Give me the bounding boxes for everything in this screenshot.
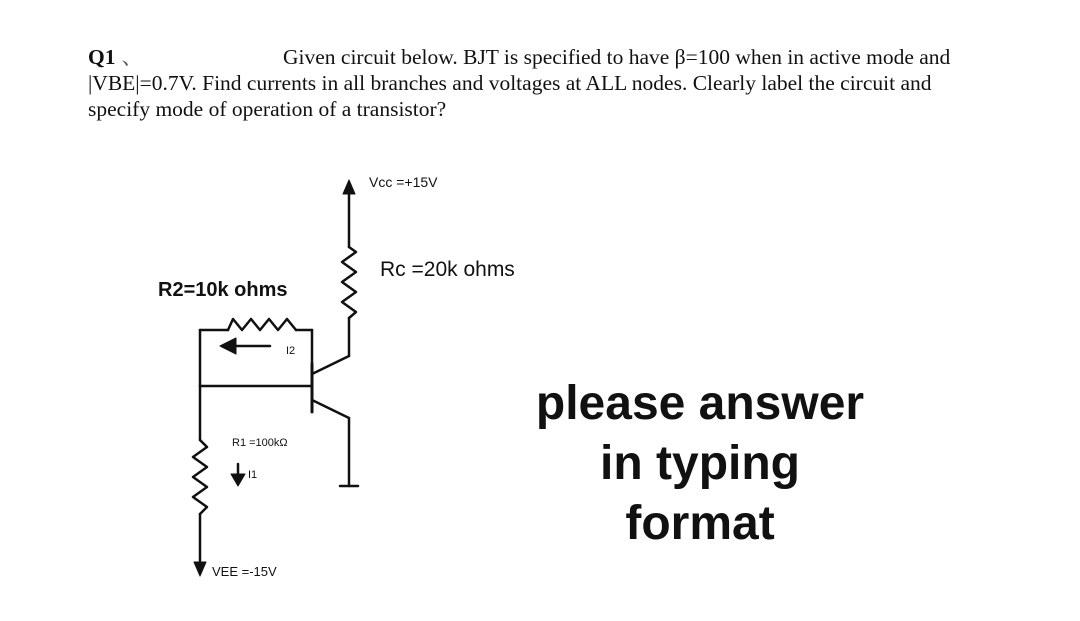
question-label: Q1 xyxy=(88,45,116,69)
bjt-collector-lead xyxy=(312,356,349,374)
vcc-arrow-icon xyxy=(343,180,355,194)
i1-label: I1 xyxy=(248,469,258,481)
question-line-2: |VBE|=0.7V. Find currents in all branches and voltages at ALL nodes. Clearly label the circuit and xyxy=(88,71,932,95)
vee-label: VEE =-15V xyxy=(212,564,277,579)
note-line-1: please answer xyxy=(535,377,865,430)
bjt-emitter-lead xyxy=(312,400,349,418)
rc-label: Rc =20k ohms xyxy=(380,258,515,281)
note-line-2: in typing xyxy=(600,437,800,490)
question-line-1-text: Given circuit below. BJT is specified to have β=100 when in active mode and xyxy=(283,45,951,69)
vee-arrow-icon xyxy=(194,562,206,576)
r2-label: R2=10k ohms xyxy=(158,279,288,301)
vcc-label: Vcc =+15V xyxy=(369,174,438,190)
question-tick-mark: 、 xyxy=(121,45,143,69)
question-line-3: specify mode of operation of a transistor? xyxy=(88,97,447,121)
i1-arrow-icon xyxy=(231,474,245,486)
i2-arrow-icon xyxy=(220,338,236,354)
note-line-3: format xyxy=(625,497,775,550)
answer-note xyxy=(480,374,920,554)
r2-resistor xyxy=(228,319,296,330)
rc-resistor xyxy=(342,247,356,318)
i2-label: I2 xyxy=(286,345,296,357)
r1-resistor xyxy=(193,440,207,514)
r1-label: R1 =100kΩ xyxy=(232,437,288,449)
